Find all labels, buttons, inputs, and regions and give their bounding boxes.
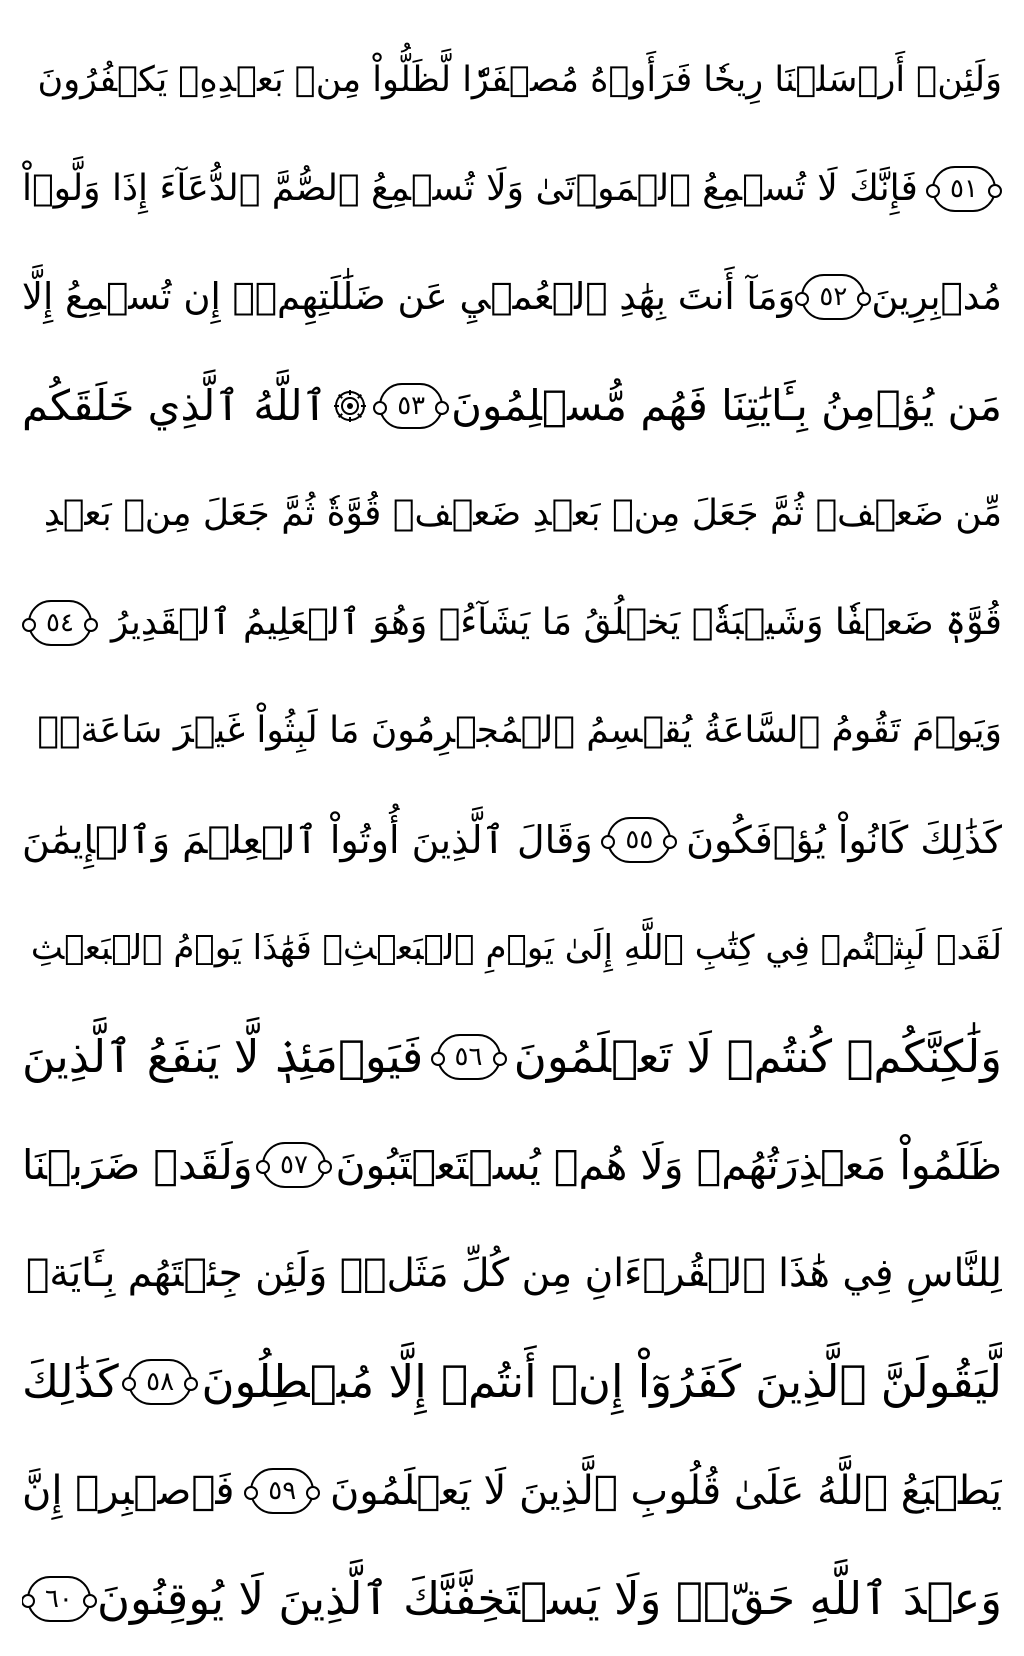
ayah-number-marker [27, 1576, 91, 1622]
verse-text: مِّن ضَعۡفٖ ثُمَّ جَعَلَ مِنۢ بَعۡدِ ضَعۡفٖ قُوَّةٗ ثُمَّ جَعَلَ مِنۢ بَعۡدِ [43, 493, 1002, 534]
verse-line [22, 1549, 1002, 1649]
verse-line [22, 464, 1002, 564]
ayah-number: ٥٢ [819, 282, 848, 312]
ayah-number-marker [262, 1142, 326, 1188]
ayah-number: ٥٦ [454, 1041, 483, 1072]
hizb-quarter-icon [333, 389, 367, 423]
verse-text: وَمَآ أَنتَ بِهَٰدِ ٱلۡعُمۡيِ عَن ضَلَٰلَتِهِمۡۖ إِن تُسۡمِعُ إِلَّا [22, 275, 796, 318]
ayah-number-marker [607, 817, 671, 863]
verse-text: فَيَوۡمَئِذٖ لَّا يَنفَعُ ٱلَّذِينَ [22, 1029, 424, 1083]
ayah-number-marker [128, 1359, 192, 1405]
ayah-number-marker [437, 1034, 501, 1080]
verse-text: فَإِنَّكَ لَا تُسۡمِعُ ٱلۡمَوۡتَىٰ وَلَا تُسۡمِعُ ٱلصُّمَّ ٱلدُّعَآءَ إِذَا وَلَّوۡاْ [22, 167, 918, 209]
verse-line [22, 1115, 1002, 1215]
ayah-number: ٦٠ [44, 1584, 73, 1614]
verse-text: وَلَٰكِنَّكُمۡ كُنتُمۡ لَا تَعۡلَمُونَ [513, 1029, 1002, 1083]
ayah-number-marker [379, 383, 443, 429]
verse-text: مُدۡبِرِينَ [871, 275, 1002, 318]
verse-line [22, 898, 1002, 998]
verse-line [22, 139, 1002, 239]
verse-text: فَٱصۡبِرۡ إِنَّ [22, 1467, 235, 1514]
verse-line [22, 790, 1002, 890]
verse-text: وَعۡدَ ٱللَّهِ حَقّٞۖ وَلَا يَسۡتَخِفَّنَّكَ ٱلَّذِينَ لَا يُوقِنُونَ [96, 1572, 1002, 1625]
verse-text: وَيَوۡمَ تَقُومُ ٱلسَّاعَةُ يُقۡسِمُ ٱلۡمُجۡرِمُونَ مَا لَبِثُواْ غَيۡرَ سَاعَةٖۚ [37, 710, 1002, 751]
verse-text: مَن يُؤۡمِنُ بِـَٔايَٰتِنَا فَهُم مُّسۡلِمُونَ [451, 380, 1002, 430]
verse-line [22, 247, 1002, 347]
verse-line [22, 1441, 1002, 1541]
verse-text: ظَلَمُواْ مَعۡذِرَتُهُمۡ وَلَا هُمۡ يُسۡتَعۡتَبُونَ [335, 1141, 1002, 1189]
ayah-number-marker [250, 1468, 314, 1514]
ayah-number: ٥٥ [625, 824, 654, 855]
verse-line [22, 356, 1002, 456]
verse-text: وَقَالَ ٱلَّذِينَ أُوتُواْ ٱلۡعِلۡمَ وَٱلۡإِيمَٰنَ [22, 817, 593, 862]
ayah-number-marker [932, 166, 996, 212]
verse-line [22, 1332, 1002, 1432]
verse-text: لَقَدۡ لَبِثۡتُمۡ فِي كِتَٰبِ ٱللَّهِ إِلَىٰ يَوۡمِ ٱلۡبَعۡثِۖ فَهَٰذَا يَوۡمُ ٱلۡبَعۡثِ [30, 928, 1002, 968]
verse-text: كَذَٰلِكَ كَانُواْ يُؤۡفَكُونَ [686, 817, 1002, 862]
ayah-number: ٥١ [950, 173, 978, 204]
verse-text: لَّيَقُولَنَّ ٱلَّذِينَ كَفَرُوٓاْ إِنۡ أَنتُمۡ إِلَّا مُبۡطِلُونَ [201, 1355, 1002, 1408]
verse-text: ٱللَّهُ ٱلَّذِي خَلَقَكُم [22, 380, 328, 430]
verse-text: يَطۡبَعُ ٱللَّهُ عَلَىٰ قُلُوبِ ٱلَّذِينَ لَا يَعۡلَمُونَ [329, 1467, 1002, 1514]
ayah-number: ٥٤ [46, 607, 74, 638]
ayah-number: ٥٧ [280, 1150, 308, 1180]
verse-text: كَذَٰلِكَ [22, 1355, 119, 1408]
verse-line [22, 1224, 1002, 1324]
ayah-number: ٥٣ [397, 390, 426, 421]
verse-line [22, 30, 1002, 130]
verse-line [22, 681, 1002, 781]
verse-line [22, 573, 1002, 673]
ayah-number-marker [28, 600, 92, 646]
verse-text: لِلنَّاسِ فِي هَٰذَا ٱلۡقُرۡءَانِ مِن كُلِّ مَثَلٖۚ وَلَئِن جِئۡتَهُم بِـَٔايَةٖ [26, 1250, 1002, 1296]
ayah-number: ٥٨ [146, 1367, 175, 1397]
verse-text: وَلَقَدۡ ضَرَبۡنَا [22, 1141, 253, 1189]
ayah-number: ٥٩ [268, 1475, 297, 1506]
verse-text: وَلَئِنۡ أَرۡسَلۡنَا رِيحٗا فَرَأَوۡهُ مُصۡفَرّٗا لَّظَلُّواْ مِنۢ بَعۡدِهِۦ يَكۡفُرُونَ [37, 60, 1002, 100]
verse-text: قُوَّةٖ ضَعۡفٗا وَشَيۡبَةٗۚ يَخۡلُقُ مَا يَشَآءُۖ وَهُوَ ٱلۡعَلِيمُ ٱلۡقَدِيرُ [110, 601, 1002, 643]
ayah-number-marker [801, 274, 865, 320]
verse-line [22, 1007, 1002, 1107]
